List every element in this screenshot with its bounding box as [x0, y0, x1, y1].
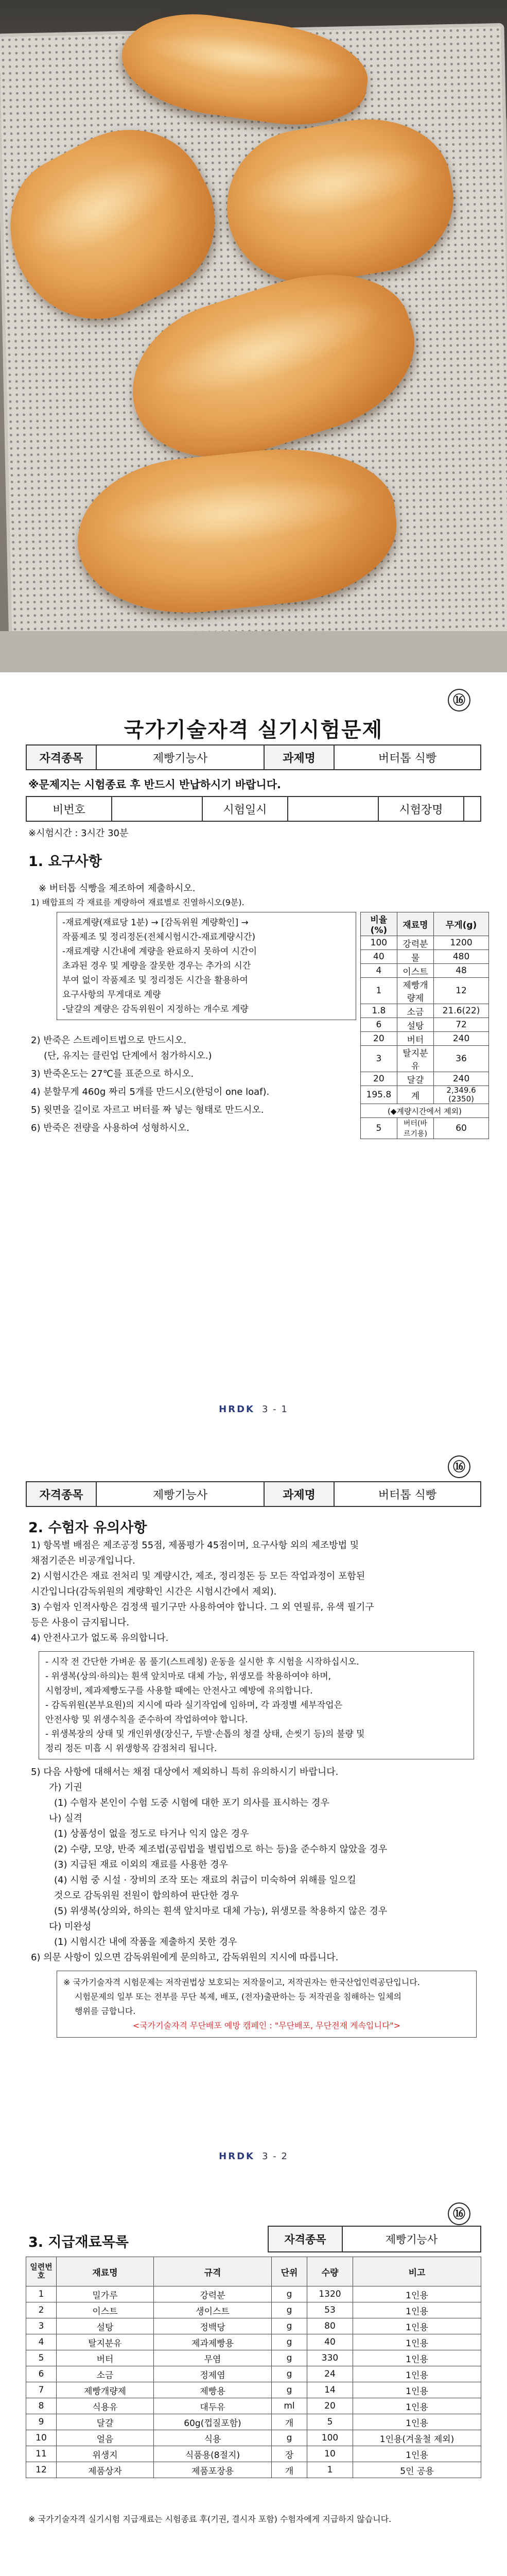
place-field — [464, 796, 481, 821]
table-row: 4 이스트 48 — [361, 964, 489, 978]
page-footer — [0, 1404, 507, 1415]
exam-info-table — [26, 744, 481, 770]
materials-table — [26, 2257, 481, 2478]
table-row: 5 버터(바르기용) 60 — [361, 1118, 489, 1139]
col-header: 일련번호 — [26, 2257, 57, 2286]
section-heading: 2. 수험자 유의사항 — [28, 1520, 147, 1536]
sub-item: (5) 위생복(상의와, 하의는 흰색 앞치마로 대체 가능), 위생모를 착용하지 않은 경우 — [54, 1906, 388, 1917]
box-line: 시험문제의 일부 또는 전부를 무단 복제, 배포, (전자)출판하는 등 저작권을 침해하는 일체의 — [75, 1992, 402, 2002]
table-row: 2 이스트 생이스트 g 53 1인용 — [26, 2302, 481, 2318]
requirement-4: 4) 분할무게 460g 짜리 5개를 만드시오(한덩이 one loaf). — [31, 1087, 270, 1097]
date-label: 시험일시 — [202, 796, 288, 821]
task-value: 버터톱 식빵 — [334, 1482, 481, 1506]
table-row: 3 설탕 정백당 g 80 1인용 — [26, 2318, 481, 2334]
col-header: 비고 — [353, 2257, 481, 2286]
box-line: 안전사항 및 위생수칙을 준수하여 작업하여야 합니다. — [45, 1715, 248, 1725]
number-field — [112, 796, 202, 821]
requirement-2-note: (단, 유지는 클린업 단계에서 첨가하시오.) — [44, 1050, 212, 1061]
subject-label: 자격종목 — [268, 2226, 342, 2252]
col-header: 재료명 — [397, 912, 433, 936]
sub-item: (1) 시험시간 내에 작품을 제출하지 못한 경우 — [54, 1937, 237, 1947]
caution-item: 4) 안전사고가 없도록 유의합니다. — [31, 1633, 169, 1643]
note-row: (◆계량시간에서 제외) — [361, 1104, 489, 1118]
page-number-badge: ⑯ — [448, 2202, 470, 2225]
sub-item: 나) 실격 — [49, 1813, 82, 1824]
page-number-badge: ⑯ — [448, 1455, 470, 1478]
candidate-id-table — [26, 796, 481, 822]
sub-item: (1) 수험자 본인이 수험 도중 시험에 대한 포기 의사를 표시하는 경우 — [54, 1798, 329, 1808]
col-header: 단위 — [272, 2257, 307, 2286]
sub-item: 가) 기권 — [49, 1782, 82, 1793]
box-line: 시험장비, 제과제빵도구를 사용할 때에는 안전사고 예방에 유의합니다. — [45, 1686, 313, 1696]
sub-item: (3) 지급된 재료 이외의 재료를 사용한 경우 — [54, 1859, 229, 1870]
requirement-5: 5) 윗면을 길이로 자르고 버터를 짜 넣는 형태로 만드시오. — [31, 1105, 264, 1115]
table-row: 5 버터 무염 g 330 1인용 — [26, 2350, 481, 2366]
box-line: -재료계량(재료당 1분) → [감독위원 계량확인] → — [62, 918, 249, 928]
footer-page-number: 3 - 1 — [261, 1404, 288, 1415]
caution-item: 시간입니다(감독위원의 계량확인 시간은 시험시간에서 제외). — [31, 1586, 277, 1597]
subject-value: 제빵기능사 — [342, 2226, 481, 2252]
total-row: 195.8 계 2,349.6 (2350) — [361, 1086, 489, 1104]
box-line: ※ 국가기술자격 시험문제는 저작권법상 보호되는 저작물이고, 저작권자는 한국산업인력공단입니다. — [63, 1977, 420, 1987]
page-3 — [0, 2172, 507, 2576]
caution-item: 6) 의문 사항이 있으면 감독위원에게 문의하고, 감독위원의 지시에 따릅니다. — [31, 1952, 339, 1963]
page-2 — [0, 1440, 507, 2172]
page-footer — [0, 2151, 507, 2162]
number-label: 비번호 — [26, 796, 112, 821]
table-row: 4 탈지분유 제과제빵용 g 40 1인용 — [26, 2334, 481, 2350]
return-notice: ※문제지는 시험종료 후 반드시 반납하시기 바랍니다. — [28, 778, 281, 791]
table-row: 12 제품상자 제품포장용 개 1 5인 공용 — [26, 2462, 481, 2478]
task-label: 과제명 — [264, 1482, 334, 1506]
requirement-3: 3) 반죽온도는 27℃를 표준으로 하시오. — [31, 1069, 194, 1079]
materials-footnote: ※ 국가기술자격 실기시험 지급재료는 시험종료 후(기권, 결시자 포함) 수험자에게 지급하지 않습니다. — [28, 2514, 392, 2524]
col-header: 무게(g) — [434, 912, 489, 936]
table-row: 3 탈지분유 36 — [361, 1046, 489, 1072]
caution-item: 2) 시험시간은 재료 전처리 및 계량시간, 제조, 정리정돈 등 모든 작업과정이 포함된 — [31, 1571, 365, 1582]
box-line: 정리 정돈 미흡 시 위생항목 감점처리 됩니다. — [45, 1743, 217, 1754]
field-label: 자격종목 — [26, 1482, 96, 1506]
task-label: 과제명 — [264, 745, 334, 770]
counter-surface — [0, 631, 507, 672]
col-header: 수량 — [307, 2257, 353, 2286]
box-line: 요구사항의 무게대로 계량 — [62, 990, 161, 1000]
table-row: 1.8 소금 21.6(22) — [361, 1004, 489, 1018]
table-row: 1 밀가루 강력분 g 1320 1인용 — [26, 2286, 481, 2302]
field-value: 제빵기능사 — [96, 1482, 264, 1506]
requirement-6: 6) 반죽은 전량을 사용하여 성형하시오. — [31, 1123, 189, 1133]
hrdk-logo: HRDK — [219, 1404, 255, 1415]
requirement-2: 2) 반죽은 스트레이트법으로 만드시오. — [31, 1035, 187, 1046]
box-line: - 감독위원(본부요원)의 지시에 따라 실기작업에 임하며, 각 과정별 세부작업은 — [45, 1700, 343, 1710]
page-title: 국가기술자격 실기시험문제 — [124, 718, 383, 742]
measurement-box — [57, 912, 356, 1020]
table-row: 20 버터 240 — [361, 1032, 489, 1046]
box-line: 작품제조 및 정리정돈(전체시험시간-재료계량시간) — [62, 932, 256, 942]
hrdk-logo: HRDK — [219, 2151, 255, 2162]
box-line: - 위생복(상의·하의)는 흰색 앞치마로 대체 가능, 위생모를 착용하여야 하며, — [45, 1671, 331, 1682]
box-line: - 위생복장의 상태 및 개인위생(장신구, 두발·손톱의 청결 상태, 손씻기 등)의 불량 및 — [45, 1729, 365, 1739]
exam-info-table — [26, 1481, 481, 1507]
table-row: 9 달걀 60g(껍질포함) 개 5 1인용 — [26, 2414, 481, 2430]
table-row: 11 위생지 식품용(8절지) 장 10 1인용 — [26, 2446, 481, 2462]
subject-table — [268, 2226, 481, 2252]
table-row: 20 달걀 240 — [361, 1072, 489, 1086]
intro-line: ※ 버터톱 식빵을 제조하여 제출하시오. — [39, 883, 196, 894]
col-header: 비율(%) — [361, 912, 397, 936]
exam-time: ※시험시간 : 3시간 30분 — [28, 828, 129, 839]
table-row: 8 식용유 대두유 ml 20 1인용 — [26, 2398, 481, 2414]
page-1 — [0, 672, 507, 1440]
caution-item: 1) 항목별 배점은 제조공정 55점, 제품평가 45점이며, 요구사항 외의 제조방법 및 — [31, 1540, 359, 1551]
section-heading: 3. 지급재료목록 — [28, 2234, 129, 2250]
table-row: 7 제빵개량제 제빵용 g 14 1인용 — [26, 2382, 481, 2398]
table-row: 100 강력분 1200 — [361, 936, 489, 950]
table-row: 40 물 480 — [361, 950, 489, 964]
formula-table — [360, 912, 489, 1139]
table-row: 6 소금 정제염 g 24 1인용 — [26, 2366, 481, 2382]
task-value: 버터톱 식빵 — [334, 745, 481, 770]
sub-item: 다) 미완성 — [49, 1921, 92, 1932]
sub-item: (4) 시험 중 시설 · 장비의 조작 또는 재료의 취급이 미숙하여 위해를 일으킬 — [54, 1875, 356, 1886]
box-line: -재료계량 시간내에 계량을 완료하지 못하여 시간이 — [62, 946, 257, 957]
field-label: 자격종목 — [26, 745, 96, 770]
table-row: 10 얼음 식용 g 100 1인용(겨울철 제외) — [26, 2430, 481, 2446]
sub-item: (2) 수량, 모양, 반죽 제조법(공립법을 별립법으로 하는 등)을 준수하지 않았을 경우 — [54, 1844, 388, 1855]
date-field — [288, 796, 378, 821]
caution-item: 등은 사용이 금지됩니다. — [31, 1617, 130, 1628]
field-value: 제빵기능사 — [96, 745, 264, 770]
caution-item: 3) 수험자 인적사항은 검정색 필기구만 사용하여야 합니다. 그 외 연필류, 유색 필기구 — [31, 1602, 374, 1613]
col-header: 재료명 — [57, 2257, 154, 2286]
sub-item: 것으로 감독위원 전원이 합의하여 판단한 경우 — [54, 1890, 239, 1901]
box-line: - 시작 전 간단한 가벼운 몸 풀기(스트레칭) 운동을 실시한 후 시험을 시작하십시오. — [45, 1657, 359, 1667]
table-row: 6 설탕 72 — [361, 1018, 489, 1032]
footer-page-number: 3 - 2 — [261, 2151, 288, 2162]
place-label: 시험장명 — [378, 796, 464, 821]
copyright-box — [57, 1971, 477, 2038]
caution-item: 5) 다음 사항에 대해서는 채점 대상에서 제외하니 특히 유의하시기 바랍니다. — [31, 1767, 339, 1777]
safety-box — [39, 1651, 474, 1759]
caution-item: 채점기준은 비공개입니다. — [31, 1555, 135, 1566]
box-line: 행위를 금합니다. — [75, 2006, 136, 2016]
requirement-1: 1) 배합표의 각 재료를 계량하여 재료별로 진열하시오(9분). — [31, 897, 244, 907]
table-row: 1 제빵개량제 12 — [361, 978, 489, 1004]
sub-item: (1) 상품성이 없을 정도로 타거나 익지 않은 경우 — [54, 1828, 249, 1839]
page-number-badge: ⑯ — [448, 689, 470, 711]
section-heading: 1. 요구사항 — [28, 854, 102, 870]
bread-photo — [0, 0, 507, 672]
campaign-text: <국가기술자격 무단배포 예방 캠페인 : "무단배포, 무단전재 게속입니다"> — [132, 2021, 401, 2030]
col-header: 규격 — [154, 2257, 272, 2286]
box-line: 부여 없이 작품제조 및 정리정돈 시간을 활용하여 — [62, 975, 248, 986]
box-line: 초과된 경우 및 계량을 잘못한 경우는 추가의 시간 — [62, 961, 251, 971]
box-line: -달걀의 계량은 감독위원이 지정하는 개수로 계량 — [62, 1004, 249, 1014]
